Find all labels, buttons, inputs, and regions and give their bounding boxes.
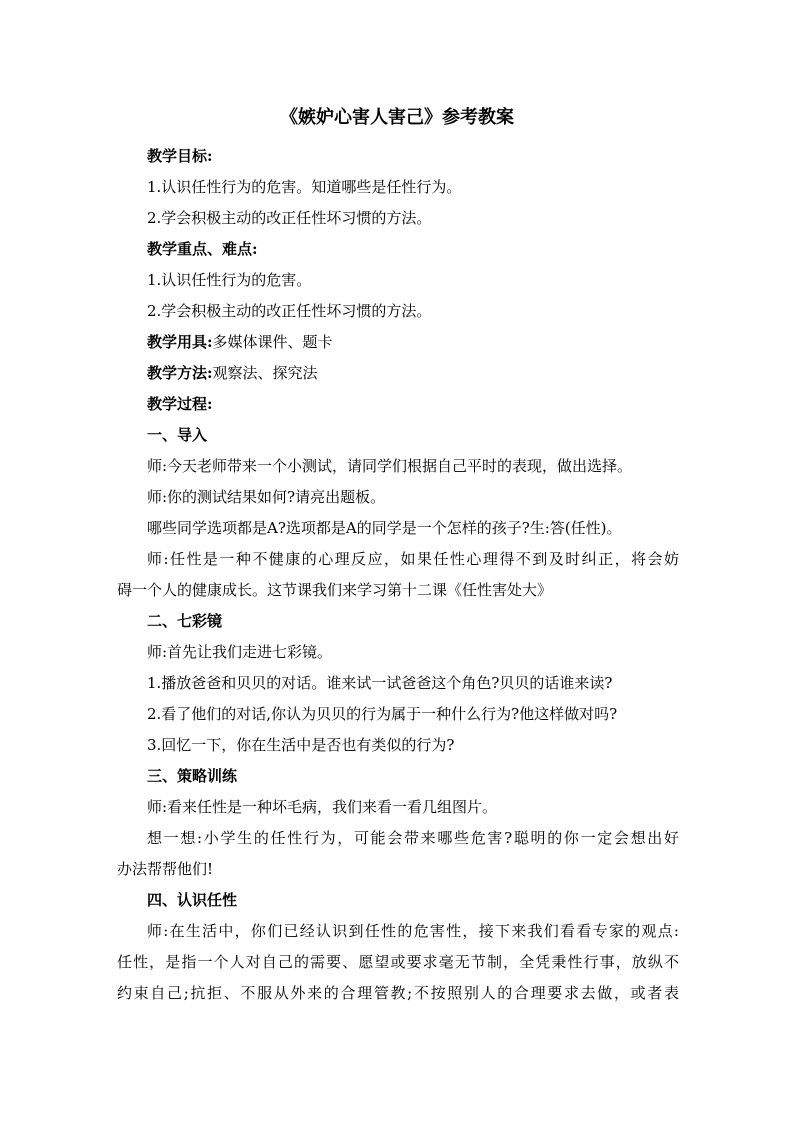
paragraph-line: 师:任性是一种不健康的心理反应，如果任性心理得不到及时纠正，将会妨 [147, 550, 679, 568]
paragraph-line: 2.学会积极主动的改正任性坏习惯的方法。 [147, 209, 432, 227]
paragraph-line: 一、导入 [147, 426, 208, 444]
paragraph-line: 教学目标: [147, 147, 213, 165]
field-value: 多媒体课件、题卡 [212, 333, 333, 351]
paragraph-line: 1.认识任性行为的危害。 [147, 271, 312, 289]
paragraph-line: 2.看了他们的对话,你认为贝贝的行为属于一种什么行为?他这样做对吗? [147, 705, 618, 723]
paragraph-line: 师:看来任性是一种坏毛病，我们来看一看几组图片。 [147, 798, 498, 816]
paragraph-line: 二、七彩镜 [147, 612, 223, 630]
paragraph-line: 3.回忆一下，你在生活中是否也有类似的行为? [147, 736, 455, 754]
paragraph-line: 任性，是指一个人对自己的需要、愿望或要求毫无节制，全凭秉性行事，放纵不 [117, 953, 679, 971]
paragraph-line: 碍一个人的健康成长。这节课我们来学习第十二课《任性害处大》 [117, 581, 553, 599]
paragraph-line: 师:今天老师带来一个小测试，请同学们根据自己平时的表现，做出选择。 [147, 457, 633, 475]
field-label: 教学方法: [147, 364, 213, 382]
paragraph-line: 四、认识任性 [147, 891, 238, 909]
paragraph-line: 教学过程: [147, 395, 213, 413]
paragraph-line: 师:首先让我们走进七彩镜。 [147, 643, 333, 661]
paragraph-line: 想一想:小学生的任性行为，可能会带来哪些危害?聪明的你一定会想出好 [147, 829, 679, 847]
field-value: 观察法、探究法 [212, 364, 318, 382]
paragraph-line: 约束自己;抗拒、不服从外来的合理管教;不按照别人的合理要求去做，或者表 [117, 984, 679, 1002]
paragraph-line: 三、策略训练 [147, 767, 238, 785]
document-body [117, 141, 679, 1009]
paragraph-line: 2.学会积极主动的改正任性坏习惯的方法。 [147, 302, 432, 320]
paragraph-line: 教学重点、难点: [147, 240, 258, 258]
field-label: 教学用具: [147, 333, 213, 351]
paragraph-line [117, 358, 679, 389]
paragraph-line [117, 327, 679, 358]
document-title: 《嫉妒心害人害己》参考教案 [280, 107, 514, 128]
paragraph-line: 师:在生活中，你们已经认识到任性的危害性，接下来我们看看专家的观点: [147, 922, 679, 940]
paragraph-line: 哪些同学选项都是A?选项都是A的同学是一个怎样的孩子?生:答(任性)。 [147, 519, 622, 537]
paragraph-line: 办法帮帮他们! [117, 860, 214, 878]
paragraph-line: 师:你的测试结果如何?请亮出题板。 [147, 488, 386, 506]
paragraph-line: 1.认识任性行为的危害。知道哪些是任性行为。 [147, 178, 462, 196]
paragraph-line: 1.播放爸爸和贝贝的对话。谁来试一试爸爸这个角色?贝贝的话谁来读? [147, 674, 613, 692]
